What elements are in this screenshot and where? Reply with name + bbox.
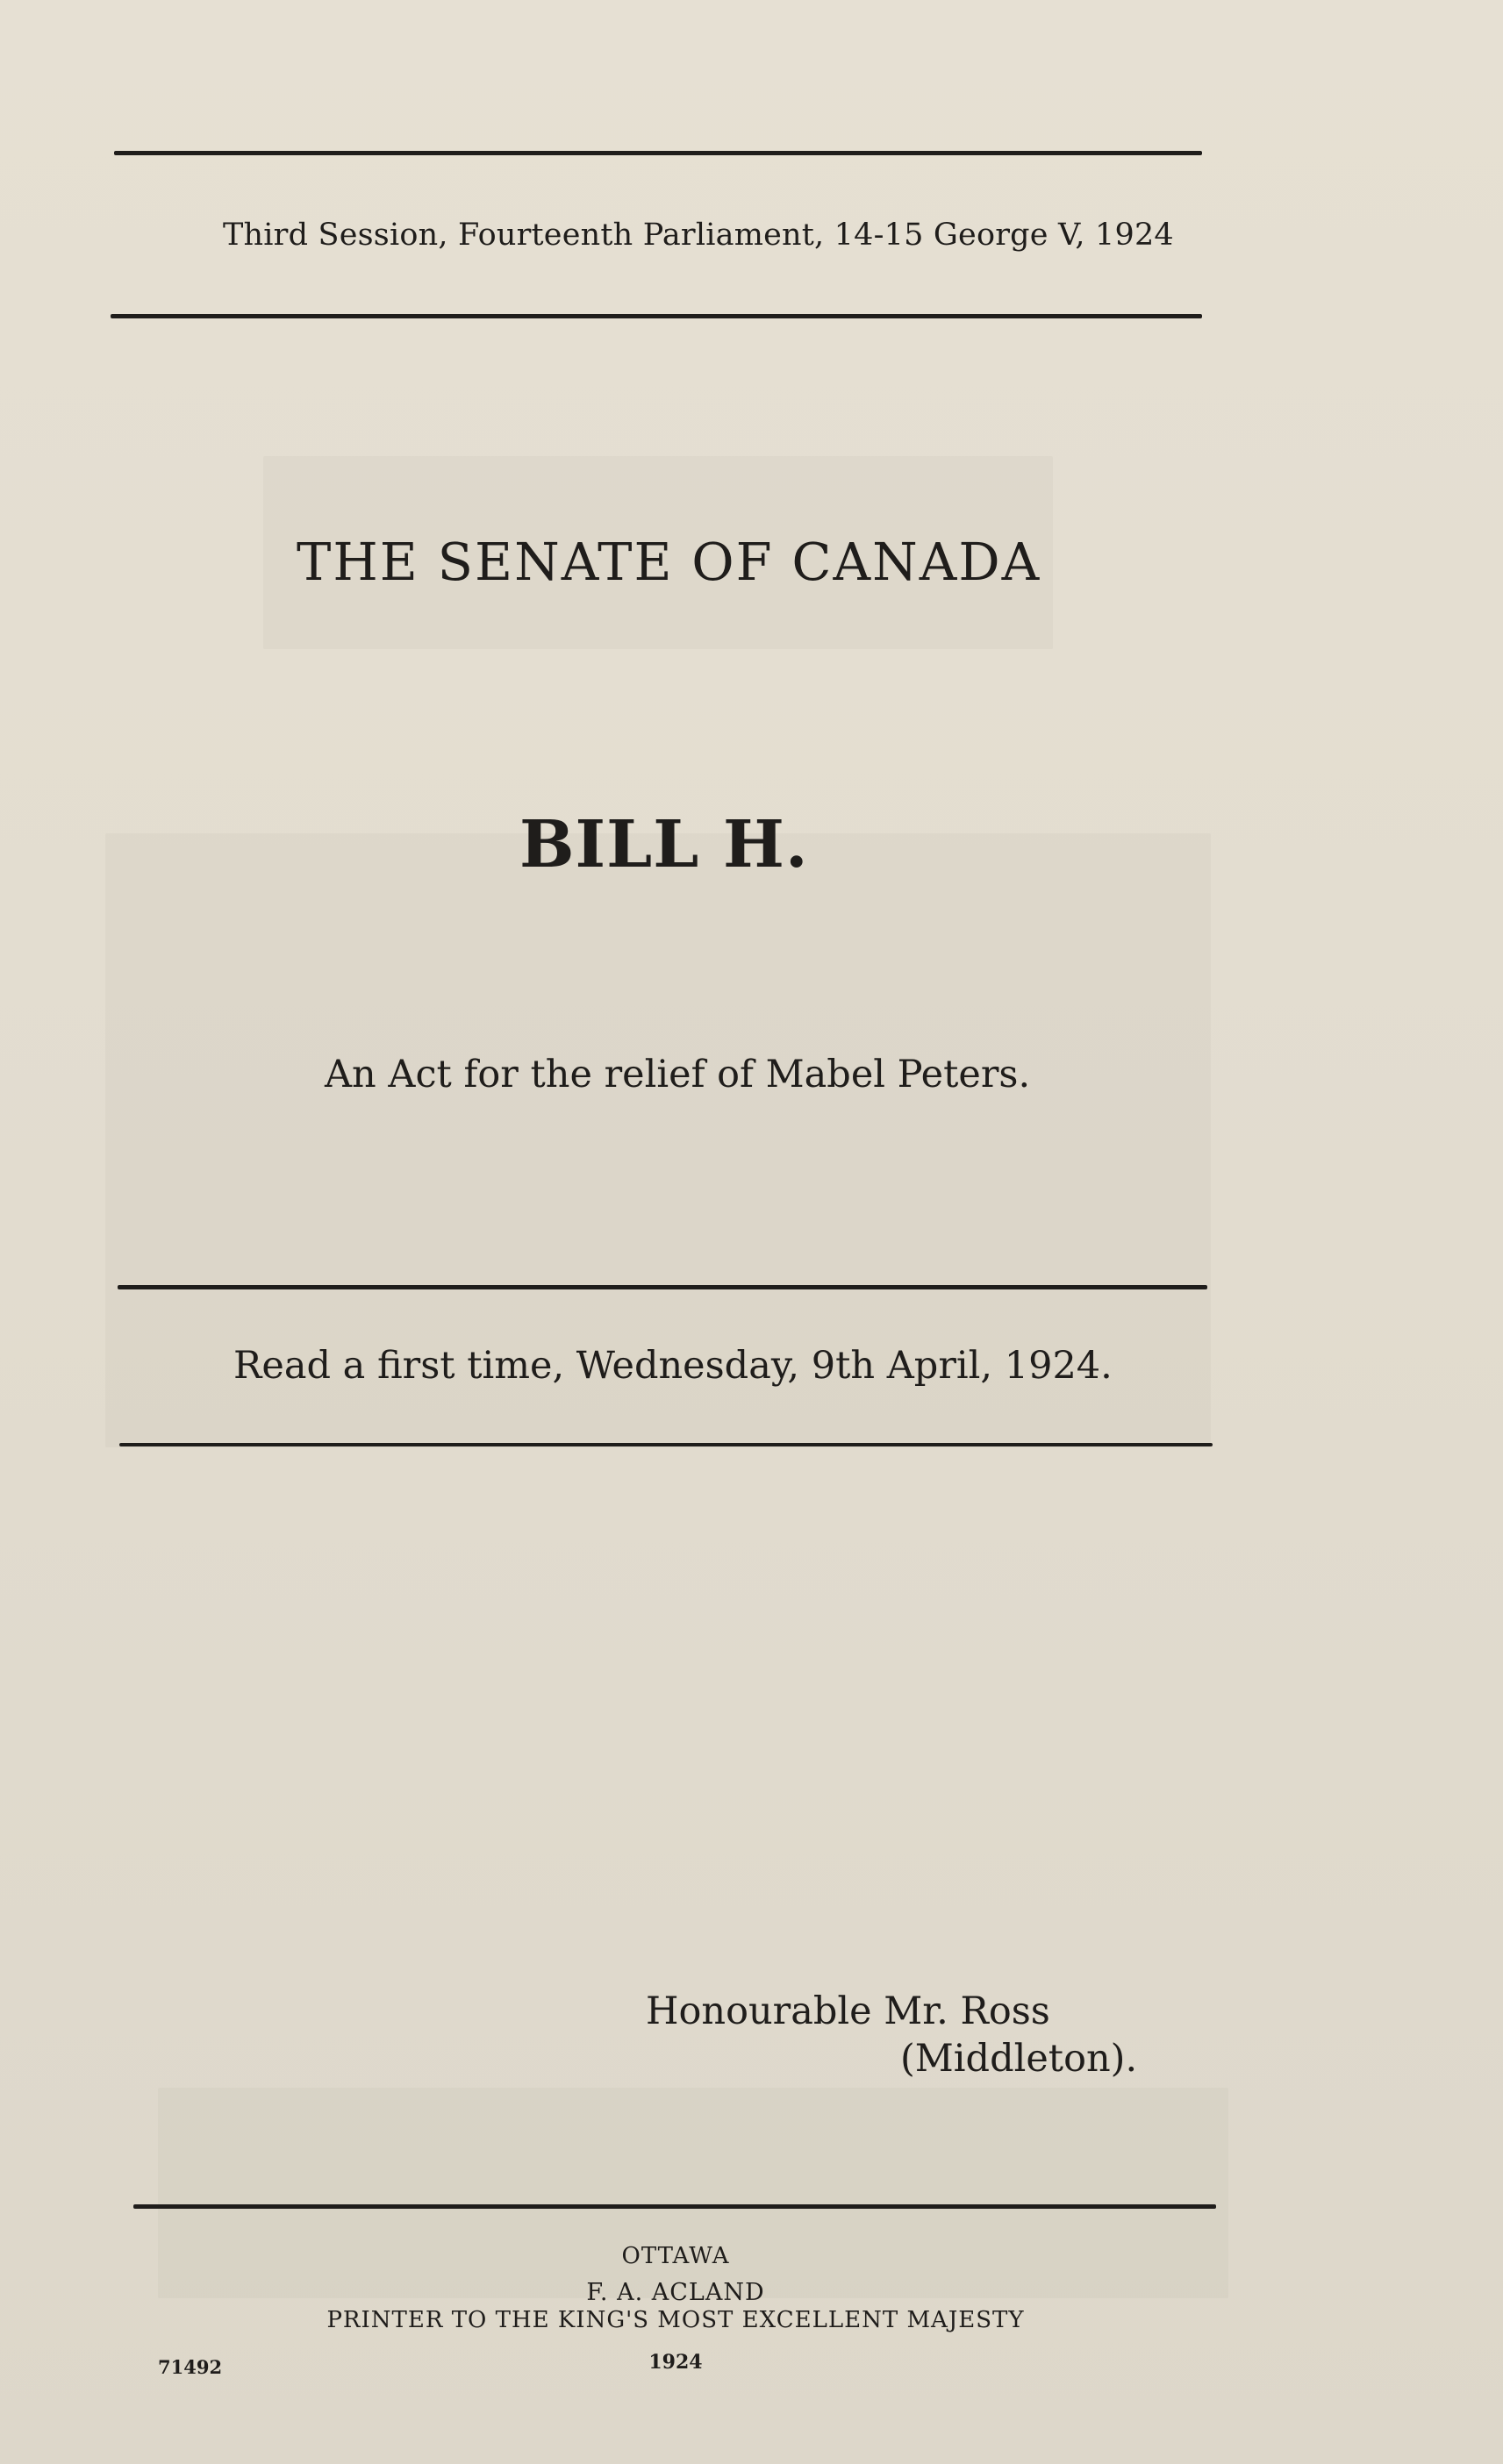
reading-rule-lower [119, 1443, 1213, 1446]
imprint-printer-title: PRINTER TO THE KING'S MOST EXCELLENT MAJESTY [326, 2307, 1025, 2333]
imprint-city: OTTAWA [621, 2243, 730, 2269]
imprint-year: 1924 [648, 2351, 703, 2374]
act-title: An Act for the relief of Mabel Peters. [325, 1053, 1031, 1096]
top-rule-upper [114, 151, 1202, 155]
top-rule-lower [111, 314, 1202, 318]
chamber-heading: THE SENATE OF CANADA [297, 532, 1041, 592]
bill-title: BILL H. [519, 807, 809, 882]
sponsor-name: Honourable Mr. Ross [646, 1989, 1050, 2033]
reading-line: Read a first time, Wednesday, 9th April, 1924. [233, 1344, 1113, 1388]
sponsor-constituency: (Middleton). [900, 2037, 1138, 2081]
imprint-printer: F. A. ACLAND [586, 2279, 765, 2306]
reading-rule-upper [118, 1285, 1207, 1289]
job-number: 71492 [158, 2356, 223, 2378]
session-line: Third Session, Fourteenth Parliament, 14-15 George V, 1924 [223, 218, 1174, 253]
imprint-rule [133, 2204, 1216, 2209]
